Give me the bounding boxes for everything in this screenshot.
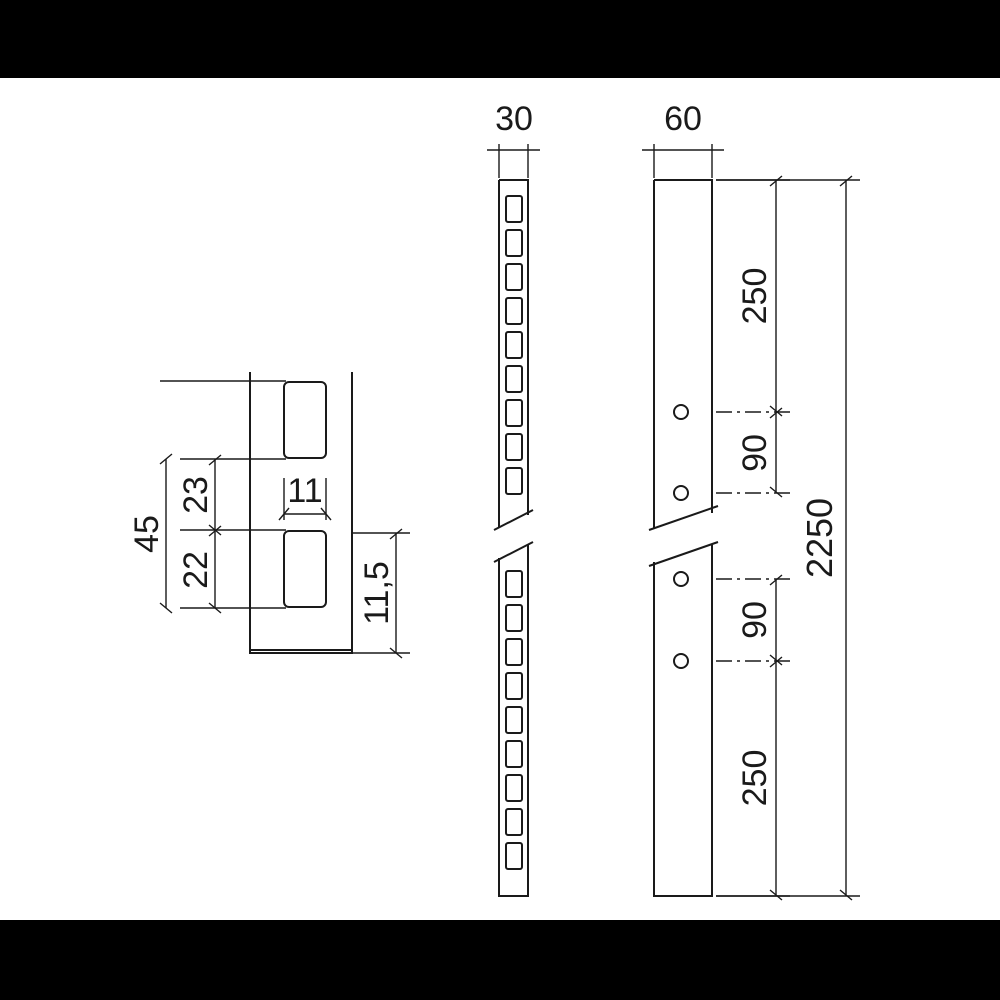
dim-45-label: 45 <box>128 515 166 553</box>
detail-view <box>128 372 410 658</box>
dim-23 <box>177 455 221 535</box>
front-slot-group-upper <box>506 196 522 494</box>
front-slot <box>506 230 522 256</box>
front-slot <box>506 843 522 869</box>
side-hole <box>674 572 688 586</box>
front-slot <box>506 366 522 392</box>
detail-slot-lower <box>284 531 326 607</box>
dim-22 <box>177 526 221 613</box>
front-slot <box>506 400 522 426</box>
dim-250-bottom <box>716 657 790 900</box>
front-slot <box>506 264 522 290</box>
dim-11 <box>279 472 331 520</box>
side-hole <box>674 654 688 668</box>
front-slot <box>506 434 522 460</box>
front-slot <box>506 298 522 324</box>
front-slot <box>506 809 522 835</box>
dim-90-bottom <box>736 575 782 665</box>
dim-90-top <box>736 408 782 497</box>
dim-30-label: 30 <box>495 100 533 138</box>
front-slot <box>506 468 522 494</box>
front-view <box>487 100 540 896</box>
dim-11-5 <box>352 529 410 658</box>
dim-2250-label: 2250 <box>799 497 840 579</box>
dim-60-label: 60 <box>664 100 702 138</box>
dim-90-bottom-label: 90 <box>736 601 774 639</box>
front-slot <box>506 741 522 767</box>
dim-250-top-label: 250 <box>736 267 774 325</box>
front-slot <box>506 605 522 631</box>
front-slot-group-lower <box>506 571 522 869</box>
front-slot <box>506 707 522 733</box>
dim-22-label: 22 <box>177 551 215 589</box>
dim-60 <box>642 100 724 178</box>
technical-drawing <box>0 78 1000 920</box>
front-slot <box>506 775 522 801</box>
front-slot <box>506 332 522 358</box>
drawing-canvas <box>0 78 1000 920</box>
dim-90-top-label: 90 <box>736 434 774 472</box>
dim-11-label: 11 <box>287 472 323 510</box>
front-slot <box>506 571 522 597</box>
dim-250-bottom-label: 250 <box>736 749 774 807</box>
front-slot <box>506 673 522 699</box>
dim-23-label: 23 <box>177 476 215 514</box>
side-hole <box>674 486 688 500</box>
side-view <box>642 100 860 900</box>
dim-11-5-label: 11,5 <box>358 561 396 625</box>
front-slot <box>506 639 522 665</box>
detail-slot-upper <box>284 382 326 458</box>
dim-30 <box>487 100 540 178</box>
dim-250-top <box>716 176 790 416</box>
side-hole <box>674 405 688 419</box>
front-slot <box>506 196 522 222</box>
dim-45 <box>128 454 172 613</box>
